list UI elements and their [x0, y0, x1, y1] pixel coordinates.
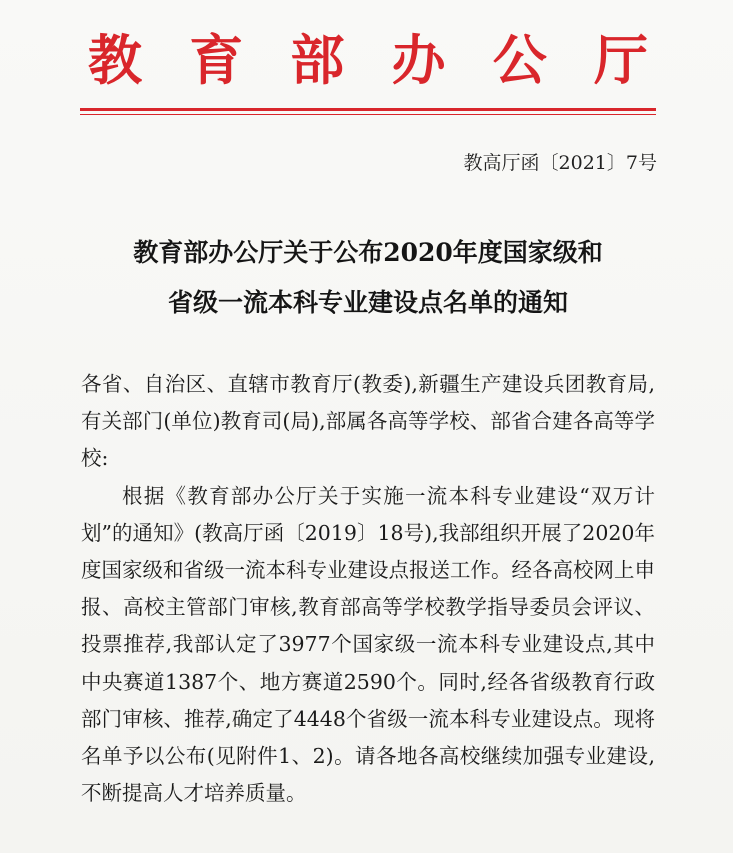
issuer-header: 教育部办公厅: [88, 28, 648, 92]
document-title-line-1: 教育部办公厅关于公布2020年度国家级和: [133, 238, 603, 267]
header-red-thin-rule: [80, 114, 656, 115]
document-body: [81, 366, 655, 812]
body-paragraph: 根据《教育部办公厅关于实施一流本科专业建设“双万计划”的通知》(教高厅函〔2019〕18号),我部组织开展了2020年度国家级和省级一流本科专业建设点报送工作。经各高校网上申报、高校主管部门审核,教育部高等学校教学指导委员会评议、投票推荐,我部认定了3977个国家级一流本科专业建设点,其中中央赛道1387个、地方赛道2590个。同时,经各省级教育行政部门审核、推荐,确定了4448个省级一流本科专业建设点。现将名单予以公布(见附件1、2)。请各地各高校继续加强专业建设,不断提高人才培养质量。: [81, 483, 655, 806]
document-title-line-2: 省级一流本科专业建设点名单的通知: [167, 288, 568, 317]
document-number: 教高厅函〔2021〕7号: [463, 152, 657, 174]
salutation: 各省、自治区、直辖市教育厅(教委),新疆生产建设兵团教育局,有关部门(单位)教育司(局),部属各高等学校、部省合建各高等学校:: [81, 372, 655, 471]
document-title: [80, 228, 656, 328]
header-red-rule: [80, 108, 656, 111]
